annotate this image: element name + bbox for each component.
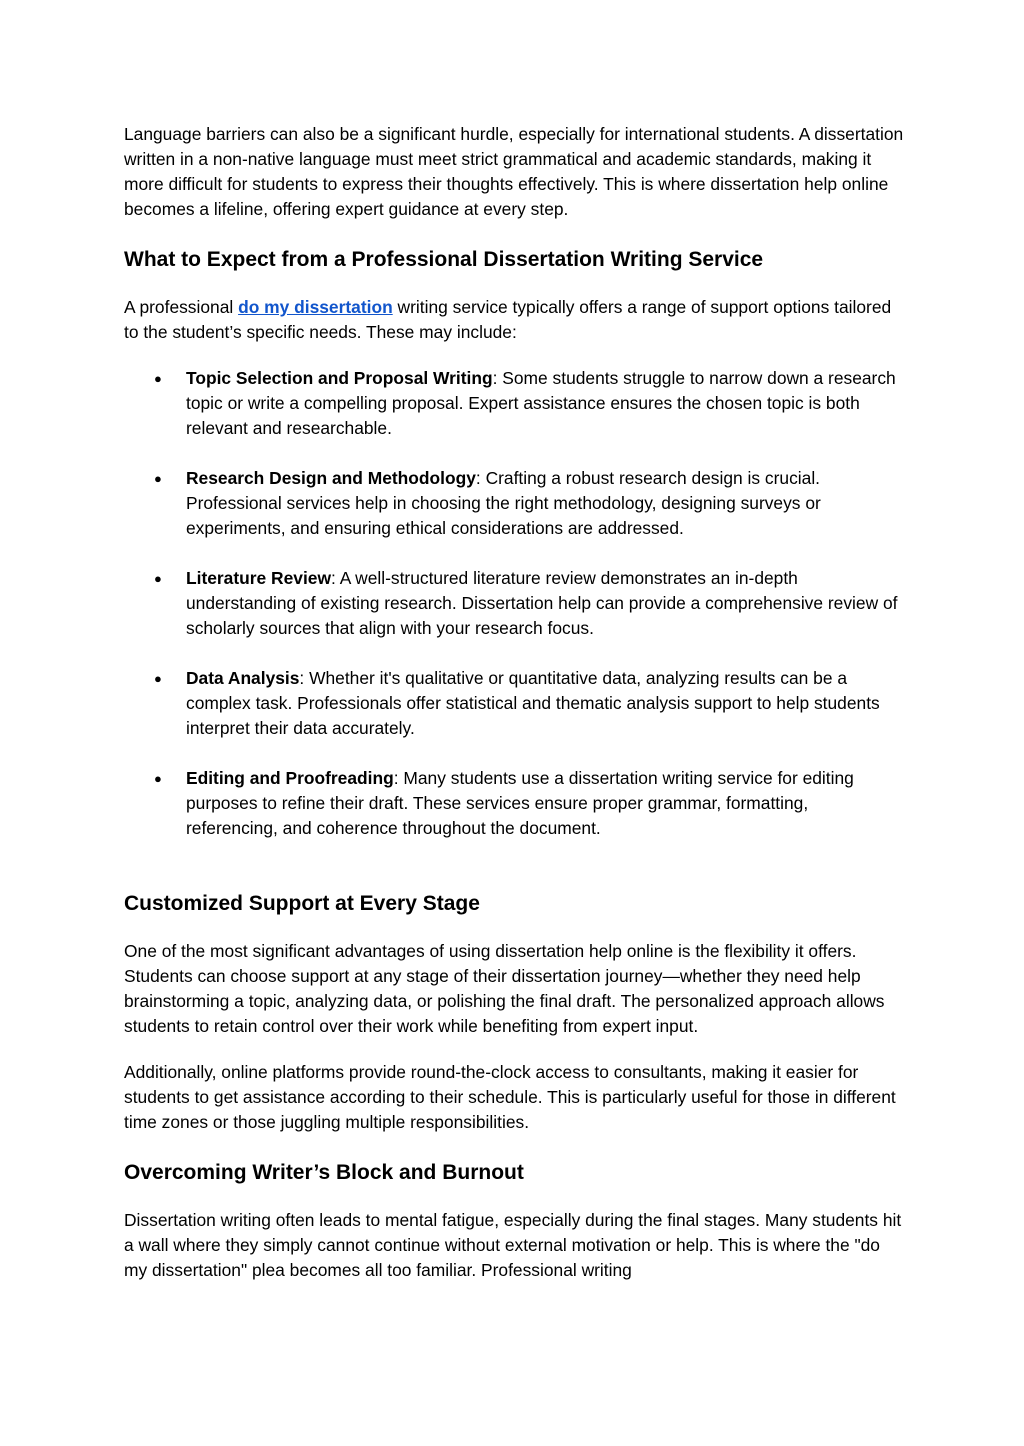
list-item-title: Research Design and Methodology bbox=[186, 468, 476, 488]
intro-paragraph: Language barriers can also be a significant hurdle, especially for international students. A dissertation written in a non-native language must meet strict grammatical and academic standards, making it more difficult for students to express their thoughts effectively. This is where dissertation help online becomes a lifeline, offering expert guidance at every step. bbox=[124, 124, 904, 219]
list-item-text: : A well-structured literature review demonstrates an in-depth understanding of existing research. Dissertation help can provide a comprehensive review of scholarly sources that align with your research focus. bbox=[186, 568, 898, 638]
list-item-title: Literature Review bbox=[186, 568, 331, 588]
bullet-icon: ● bbox=[154, 371, 162, 386]
list-item-research-design bbox=[124, 466, 904, 541]
bullet-icon: ● bbox=[154, 571, 162, 586]
services-list bbox=[124, 366, 904, 841]
heading-customized-support: Customized Support at Every Stage bbox=[124, 892, 480, 915]
customized-paragraph-2: Additionally, online platforms provide round-the-clock access to consultants, making it easier for students to get assistance according to their schedule. This is particularly useful for those in different time zones or those juggling multiple responsibilities. bbox=[124, 1062, 896, 1132]
list-item-title: Data Analysis bbox=[186, 668, 300, 688]
list-item-text: : Some students struggle to narrow down a research topic or write a compelling proposal. Expert assistance ensures the chosen topic is both relevant and researchable. bbox=[186, 368, 896, 438]
list-item-text: : Whether it's qualitative or quantitative data, analyzing results can be a complex task. Professionals offer statistical and thematic analysis support to help students interpret their data accurately. bbox=[186, 668, 880, 738]
bullet-icon: ● bbox=[154, 771, 162, 786]
writers-block-paragraph-1: Dissertation writing often leads to mental fatigue, especially during the final stages. Many students hit a wall where they simply cannot continue without external motivation or help. This is where the "do my dissertation" plea becomes all too familiar. Professional writing bbox=[124, 1210, 902, 1280]
lead-text-after: writing service typically offers a range of support options tailored to the student’s specific needs. These may include: bbox=[124, 297, 892, 342]
list-item-text: : Crafting a robust research design is crucial. Professional services help in choosing the right methodology, designing surveys or experiments, and ensuring ethical considerations are addressed. bbox=[186, 468, 821, 538]
expect-lead-paragraph bbox=[124, 295, 904, 345]
list-item-data-analysis bbox=[124, 666, 904, 741]
bullet-icon: ● bbox=[154, 471, 162, 486]
bullet-icon: ● bbox=[154, 671, 162, 686]
document-page bbox=[124, 122, 904, 1283]
do-my-dissertation-link[interactable]: do my dissertation bbox=[238, 297, 393, 317]
list-item-title: Editing and Proofreading bbox=[186, 768, 394, 788]
list-item-title: Topic Selection and Proposal Writing bbox=[186, 368, 493, 388]
list-item-editing-proofreading bbox=[124, 766, 904, 841]
list-item-literature-review bbox=[124, 566, 904, 641]
customized-paragraph-1: One of the most significant advantages of using dissertation help online is the flexibility it offers. Students can choose support at any stage of their dissertation journey—whether they need help brainstorming a topic, analyzing data, or polishing the final draft. The personalized approach allows students to retain control over their work while benefiting from expert input. bbox=[124, 941, 885, 1036]
list-item-topic-selection bbox=[124, 366, 904, 441]
heading-what-to-expect: What to Expect from a Professional Dissertation Writing Service bbox=[124, 248, 764, 271]
heading-writers-block: Overcoming Writer’s Block and Burnout bbox=[124, 1161, 524, 1184]
list-item-text: : Many students use a dissertation writing service for editing purposes to refine their draft. These services ensure proper grammar, formatting, referencing, and coherence throughout the document. bbox=[186, 768, 854, 838]
lead-text-before: A professional bbox=[124, 297, 239, 317]
